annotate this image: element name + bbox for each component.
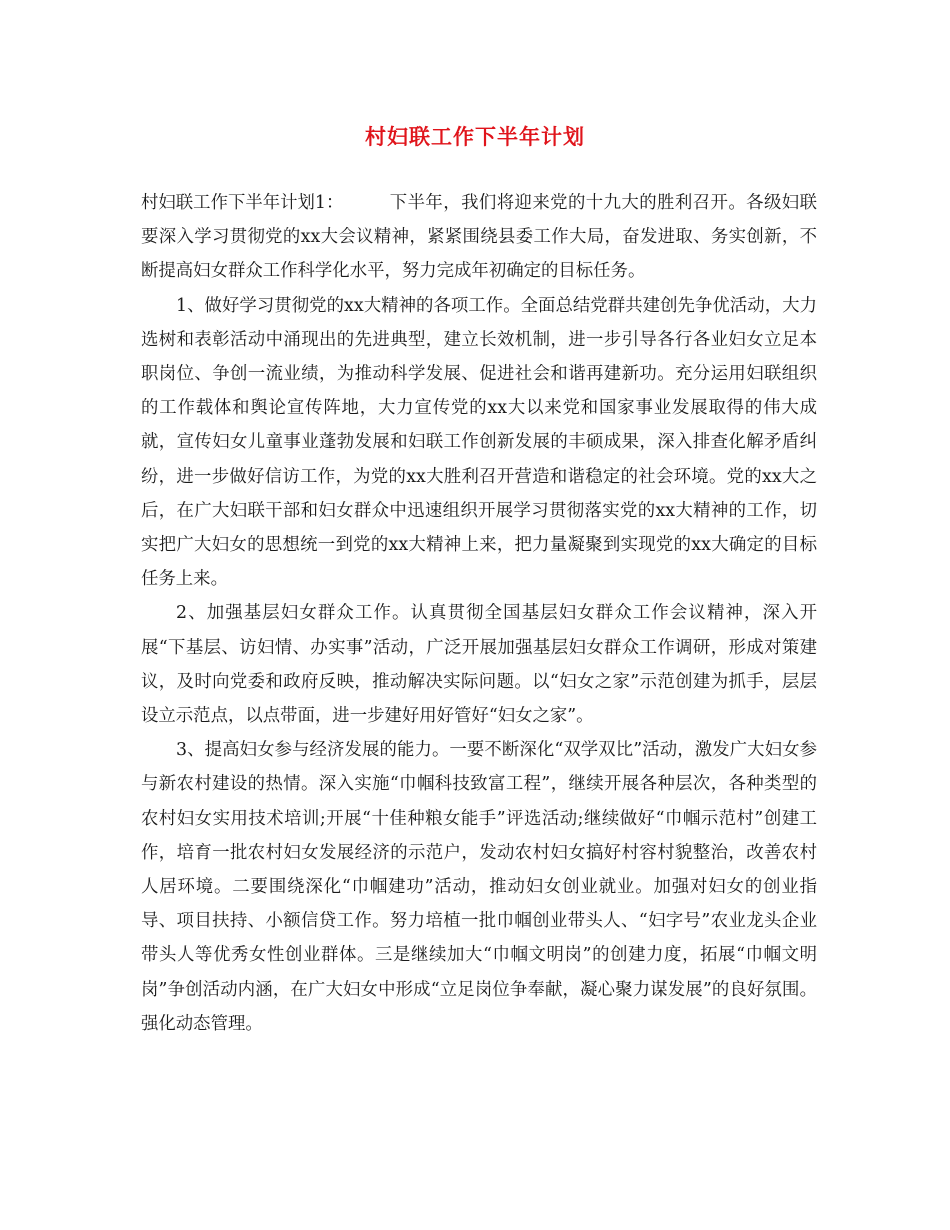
body-paragraph-2: 2、加强基层妇女群众工作。认真贯彻全国基层妇女群众工作会议精神，深入开展“下基层、访妇情、办实事”活动，广泛开展加强基层妇女群众工作调研，形成对策建议，及时向党委和政府反映，推动解决实际问题。以“妇女之家”示范创建为抓手，层层设立示范点，以点带面，进一步建好用好管好“妇女之家”。 bbox=[141, 603, 817, 727]
document-body bbox=[141, 186, 817, 1041]
intro-text: 下半年，我们将迎来党的十九大的胜利召开。各级妇联要深入学习贯彻党的xx大会议精神，紧紧围绕县委工作大局，奋发进取、务实创新，不断提高妇女群众工作科学化水平，努力完成年初确定的目标任务。 bbox=[141, 193, 817, 282]
intro-label: 村妇联工作下半年计划1： bbox=[141, 193, 344, 213]
intro-paragraph bbox=[141, 186, 817, 289]
document-title: 村妇联工作下半年计划 bbox=[365, 124, 585, 149]
body-paragraph-1: 1、做好学习贯彻党的xx大精神的各项工作。全面总结党群共建创先争优活动，大力选树和表彰活动中涌现出的先进典型，建立长效机制，进一步引导各行各业妇女立足本职岗位、争创一流业绩，为推动科学发展、促进社会和谐再建新功。充分运用妇联组织的工作载体和舆论宣传阵地，大力宣传党的xx大以来党和国家事业发展取得的伟大成就，宣传妇女儿童事业蓬勃发展和妇联工作创新发展的丰硕成果，深入排查化解矛盾纠纷，进一步做好信访工作，为党的xx大胜利召开营造和谐稳定的社会环境。党的xx大之后，在广大妇联干部和妇女群众中迅速组织开展学习贯彻落实党的xx大精神的工作，切实把广大妇女的思想统一到党的xx大精神上来，把力量凝聚到实现党的xx大确定的目标任务上来。 bbox=[141, 295, 817, 590]
body-paragraph-3: 3、提高妇女参与经济发展的能力。一要不断深化“双学双比”活动，激发广大妇女参与新农村建设的热情。深入实施“巾帼科技致富工程”，继续开展各种层次，各种类型的农村妇女实用技术培训;开展“十佳种粮女能手”评选活动;继续做好“巾帼示范村”创建工作，培育一批农村妇女发展经济的示范户，发动农村妇女搞好村容村貌整治，改善农村人居环境。二要围绕深化“巾帼建功”活动，推动妇女创业就业。加强对妇女的创业指导、项目扶持、小额信贷工作。努力培植一批巾帼创业带头人、“妇字号”农业龙头企业带头人等优秀女性创业群体。三是继续加大“巾帼文明岗”的创建力度，拓展“巾帼文明岗”争创活动内涵，在广大妇女中形成“立足岗位争奉献，凝心聚力谋发展”的良好氛围。强化动态管理。 bbox=[141, 740, 817, 1034]
